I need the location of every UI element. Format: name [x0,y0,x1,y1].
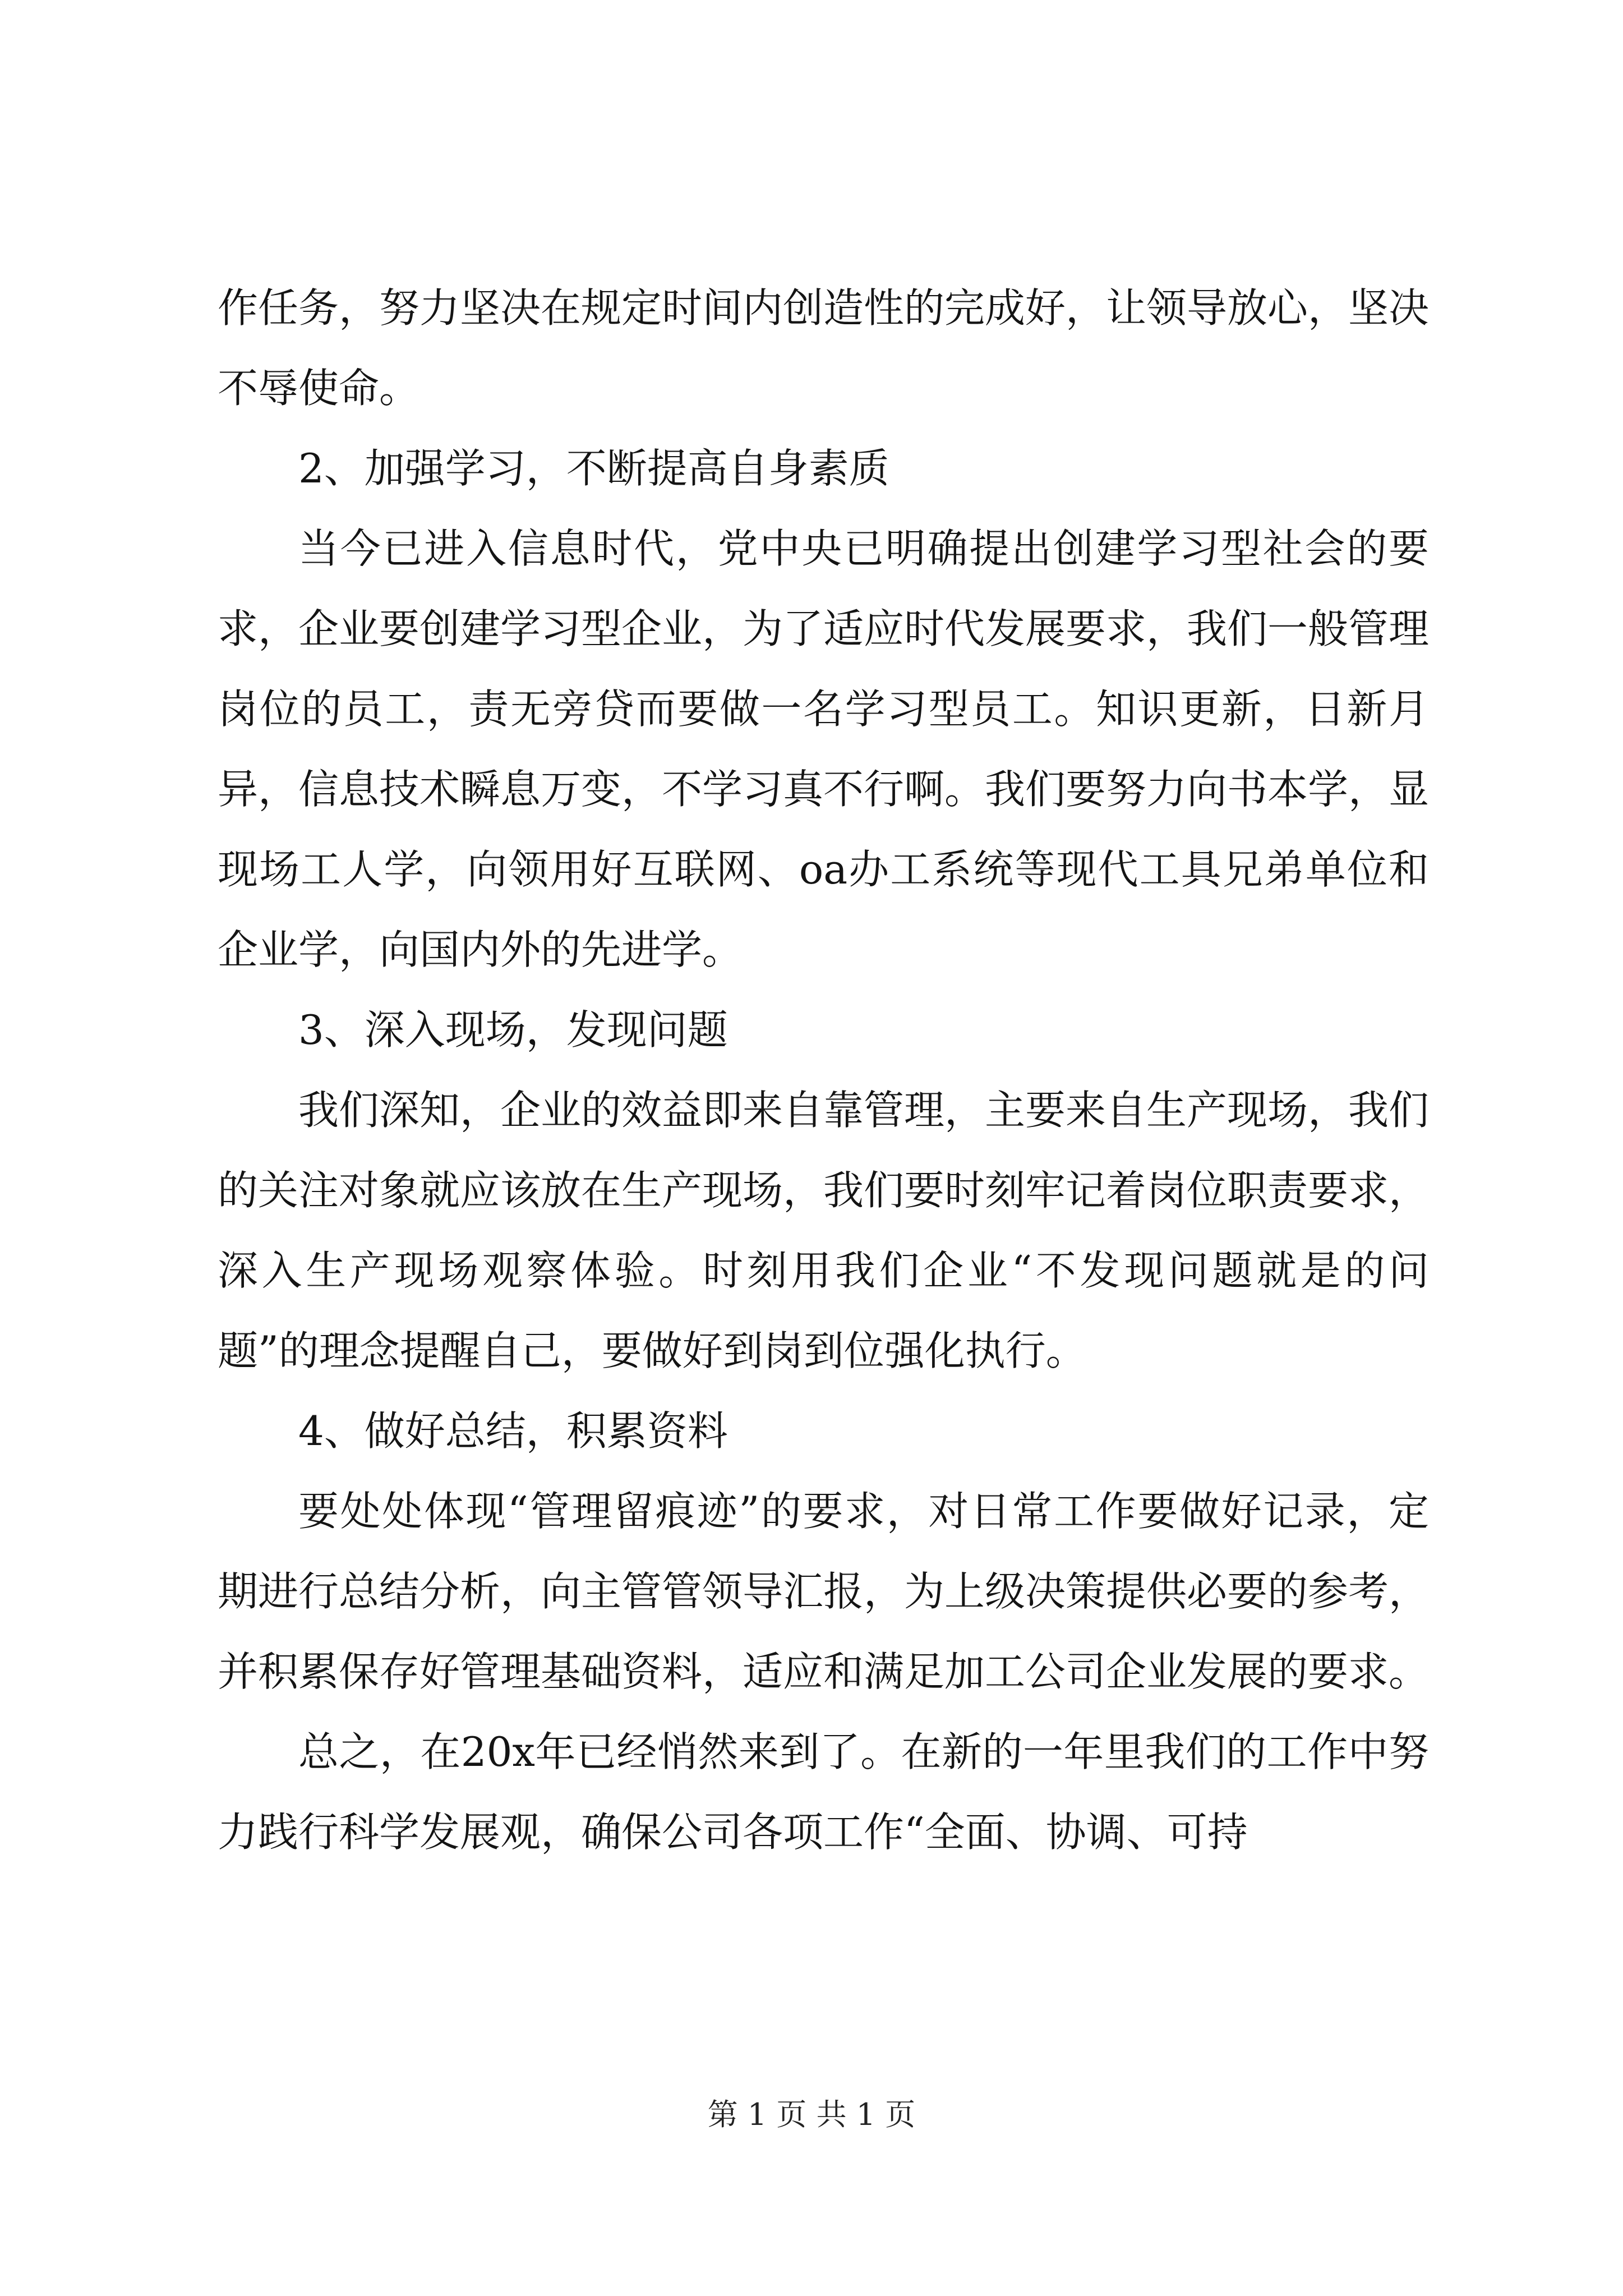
paragraph-field: 我们深知，企业的效益即来自靠管理，主要来自生产现场，我们的关注对象就应该放在生产现场，我们要时刻牢记着岗位职责要求，深入生产现场观察体验。时刻用我们企业“不发现问题就是的问题”的理念提醒自己，要做好到岗到位强化执行。 [218,1087,1430,1374]
paragraph-conclusion: 总之，在20x年已经悄然来到了。在新的一年里我们的工作中努力践行科学发展观，确保公司各项工作“全面、协调、可持 [218,1728,1429,1856]
section-heading-4: 4、做好总结，积累资料 [298,1407,728,1455]
section-heading-2: 2、加强学习，不断提高自身素质 [298,445,889,492]
document-body [218,268,1429,1872]
page-footer: 第 1 页 共 1 页 [707,2097,916,2132]
paragraph-continuation: 作任务，努力坚决在规定时间内创造性的完成好，让领导放心，坚决不辱使命。 [218,284,1430,412]
paragraph-summary: 要处处体现“管理留痕迹”的要求，对日常工作要做好记录，定期进行总结分析，向主管管领导汇报，为上级决策提供必要的参考，并积累保存好管理基础资料，适应和满足加工公司企业发展的要求。 [218,1488,1430,1695]
section-heading-3: 3、深入现场，发现问题 [298,1006,728,1053]
paragraph-learning: 当今已进入信息时代，党中央已明确提出创建学习型社会的要求，企业要创建学习型企业，为了适应时代发展要求，我们一般管理岗位的员工，责无旁贷而要做一名学习型员工。知识更新，日新月异，信息技术瞬息万变，不学习真不行啊。我们要努力向书本学，显现场工人学，向领用好互联网、oa办工系统等现代工具兄弟单位和企业学，向国内外的先进学。 [218,525,1430,973]
